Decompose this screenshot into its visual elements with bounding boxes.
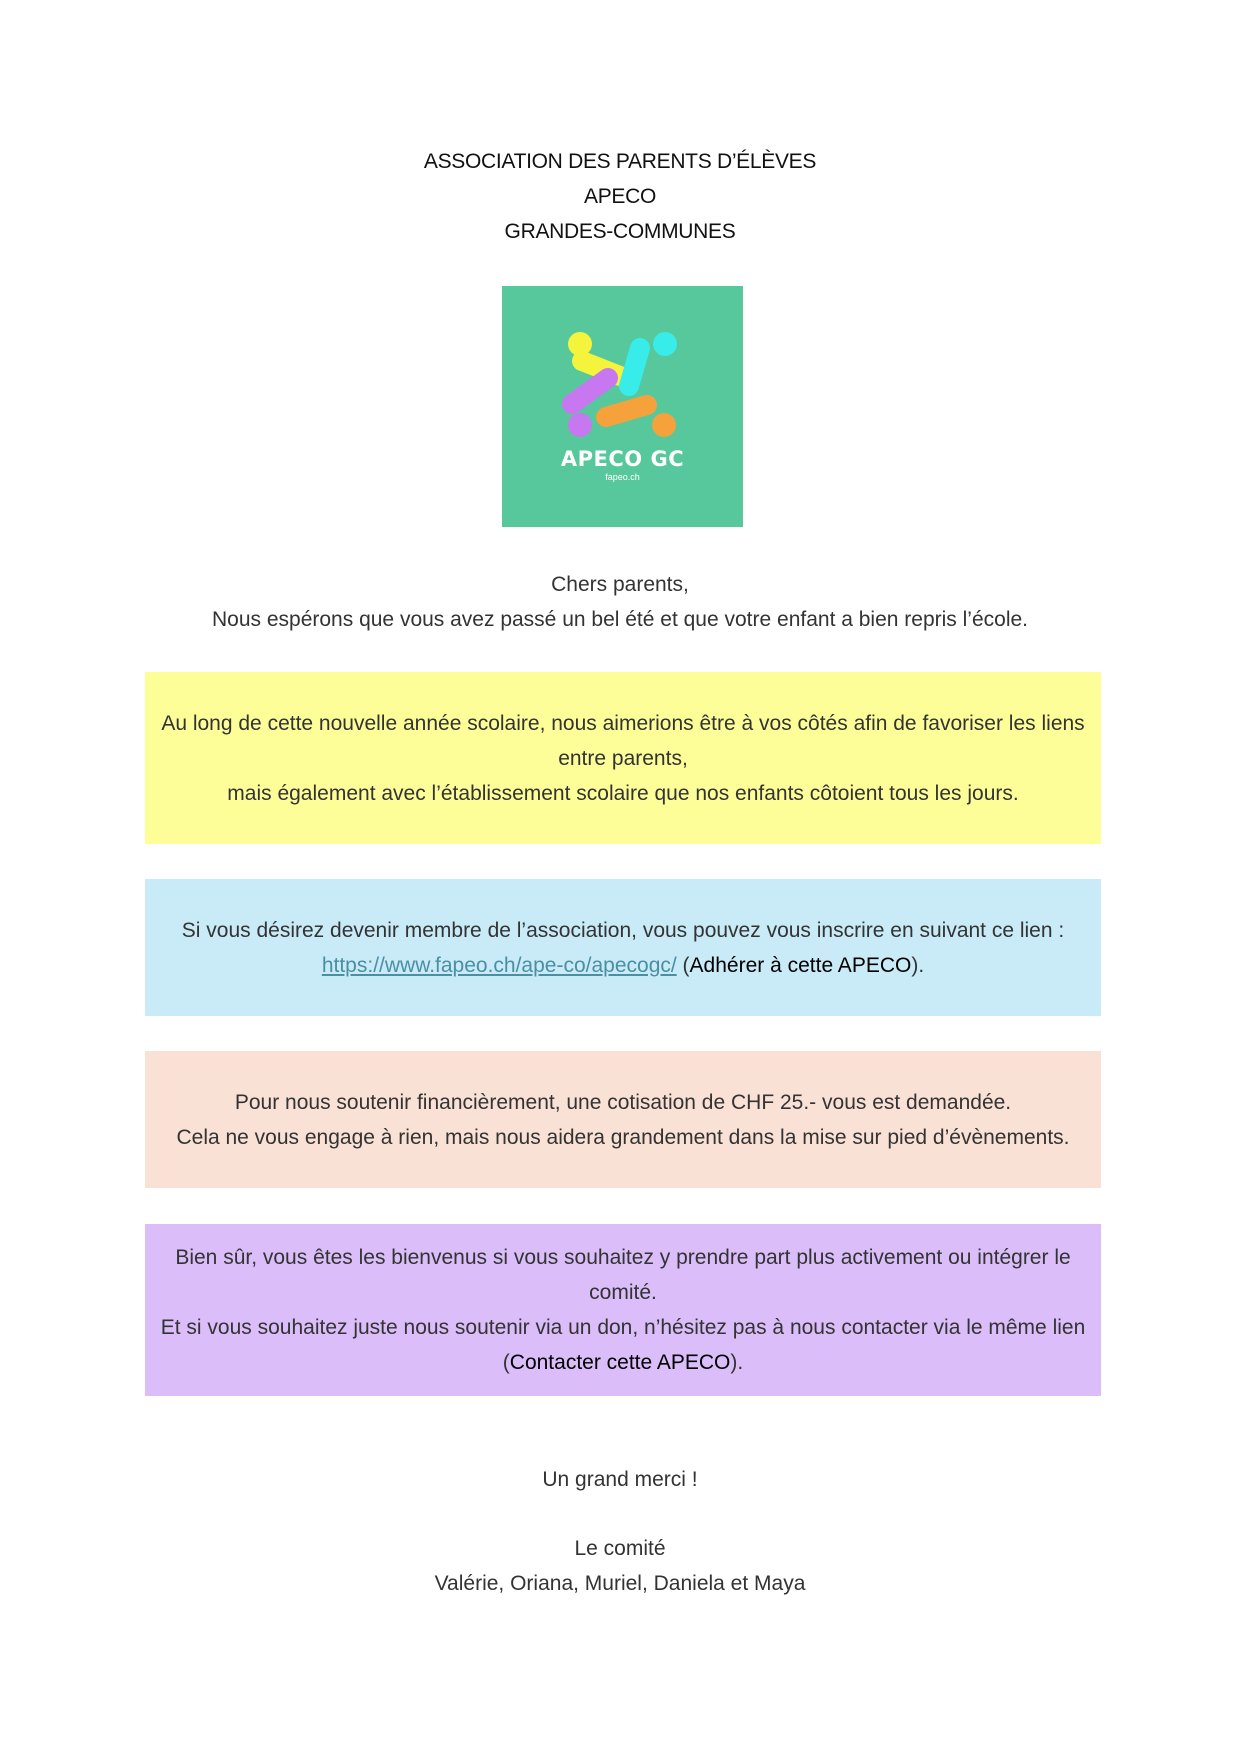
involvement-link-line bbox=[503, 1345, 743, 1380]
purpose-text-line1: Au long de cette nouvelle année scolaire, nous aimerions être à vos côtés afin de favoriser les liens entre parents, bbox=[161, 711, 1085, 770]
people-circle-icon bbox=[502, 286, 743, 527]
logo-title: APECO GC bbox=[560, 447, 685, 471]
header-acronym: APECO bbox=[583, 185, 657, 208]
join-apeco-link[interactable]: Adhérer à cette APECO bbox=[689, 953, 912, 977]
header-association-name: ASSOCIATION DES PARENTS D’ÉLÈVES bbox=[423, 150, 817, 173]
membership-url-link[interactable]: https://www.fapeo.ch/ape-co/apecogc/ bbox=[321, 953, 677, 977]
info-box-purpose bbox=[145, 672, 1101, 844]
contribution-text-line2: Cela ne vous engage à rien, mais nous aidera grandement dans la mise sur pied d’évènements. bbox=[176, 1125, 1070, 1149]
greeting-intro: Nous espérons que vous avez passé un bel été et que votre enfant a bien repris l’école. bbox=[211, 608, 1029, 631]
membership-open-paren: ( bbox=[676, 953, 690, 977]
signoff bbox=[0, 1531, 1240, 1601]
info-box-membership bbox=[145, 879, 1101, 1016]
greeting-salutation: Chers parents, bbox=[551, 573, 689, 596]
membership-text: Si vous désirez devenir membre de l’association, vous pouvez vous inscrire en suivant ce lien : bbox=[181, 918, 1065, 942]
thanks-text: Un grand merci ! bbox=[542, 1468, 698, 1491]
logo-subtitle: fapeo.ch bbox=[605, 472, 640, 482]
involvement-close-paren: ). bbox=[730, 1351, 744, 1374]
document-header bbox=[0, 144, 1240, 249]
involvement-open-paren: ( bbox=[502, 1351, 510, 1374]
membership-link-line bbox=[322, 948, 924, 983]
info-box-contribution bbox=[145, 1051, 1101, 1188]
purpose-text-line2: mais également avec l’établissement scolaire que nos enfants côtoient tous les jours. bbox=[227, 781, 1019, 805]
committee-names: Valérie, Oriana, Muriel, Daniela et Maya bbox=[434, 1572, 806, 1595]
involvement-text-line2: Et si vous souhaitez juste nous soutenir via un don, n’hésitez pas à nous contacter via le même lien bbox=[160, 1316, 1086, 1339]
contribution-text-line1: Pour nous soutenir financièrement, une cotisation de CHF 25.- vous est demandée. bbox=[234, 1090, 1012, 1114]
involvement-text-line1: Bien sûr, vous êtes les bienvenus si vous souhaitez y prendre part plus activement ou intégrer le comité. bbox=[175, 1246, 1071, 1304]
apeco-logo bbox=[502, 286, 743, 527]
info-box-involvement bbox=[145, 1224, 1101, 1396]
committee-label: Le comité bbox=[574, 1537, 666, 1560]
greeting bbox=[0, 567, 1240, 637]
closing bbox=[0, 1462, 1240, 1497]
membership-close-paren: ). bbox=[911, 953, 925, 977]
header-location: GRANDES-COMMUNES bbox=[504, 220, 736, 243]
contact-apeco-link[interactable]: Contacter cette APECO bbox=[509, 1351, 731, 1374]
